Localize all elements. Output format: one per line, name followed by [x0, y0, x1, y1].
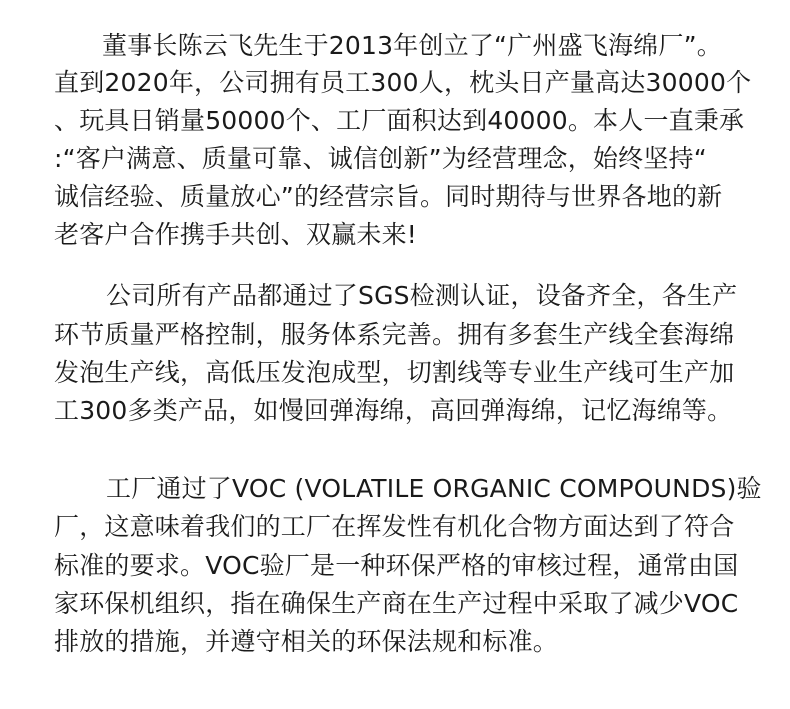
- paragraph-3-line-5: 排放的措施，并遵守相关的环保法规和标准。: [54, 627, 559, 656]
- paragraph-3-line-4: 家环保机组织，指在确保生产商在生产过程中采取了减少VOC: [54, 589, 739, 618]
- paragraph-3-line-3: 标准的要求。VOC验厂是一种环保严格的审核过程，通常由国: [54, 551, 739, 580]
- paragraph-1-line-1: 董事长陈云飞先生于2013年创立了“广州盛飞海绵厂”。: [102, 31, 722, 60]
- paragraph-1-line-2: 直到2020年，公司拥有员工300人，枕头日产量高达30000个: [54, 68, 752, 97]
- paragraph-1-line-4: :“客户满意、质量可靠、诚信创新”为经营理念，始终坚持“: [54, 144, 707, 173]
- paragraph-1-line-5: 诚信经验、质量放心”的经营宗旨。同时期待与世界各地的新: [54, 182, 723, 211]
- paragraph-2-line-1: 公司所有产品都通过了SGS检测认证，设备齐全，各生产: [106, 281, 738, 310]
- paragraph-3-line-2: 厂，这意味着我们的工厂在挥发性有机化合物方面达到了符合: [54, 512, 735, 541]
- paragraph-2-line-4: 工300多类产品，如慢回弹海绵，高回弹海绵，记忆海绵等。: [54, 396, 733, 425]
- paragraph-1-line-6: 老客户合作携手共创、双赢未来!: [54, 220, 418, 249]
- paragraph-2-line-3: 发泡生产线，高低压发泡成型，切割线等专业生产线可生产加: [54, 358, 735, 387]
- paragraph-2-line-2: 环节质量严格控制，服务体系完善。拥有多套生产线全套海绵: [54, 320, 735, 349]
- paragraph-3-line-1: 工厂通过了VOC (VOLATILE ORGANIC COMPOUNDS)验: [106, 474, 762, 503]
- paragraph-1-line-3: 、玩具日销量50000个、工厂面积达到40000。本人一直秉承: [54, 106, 745, 135]
